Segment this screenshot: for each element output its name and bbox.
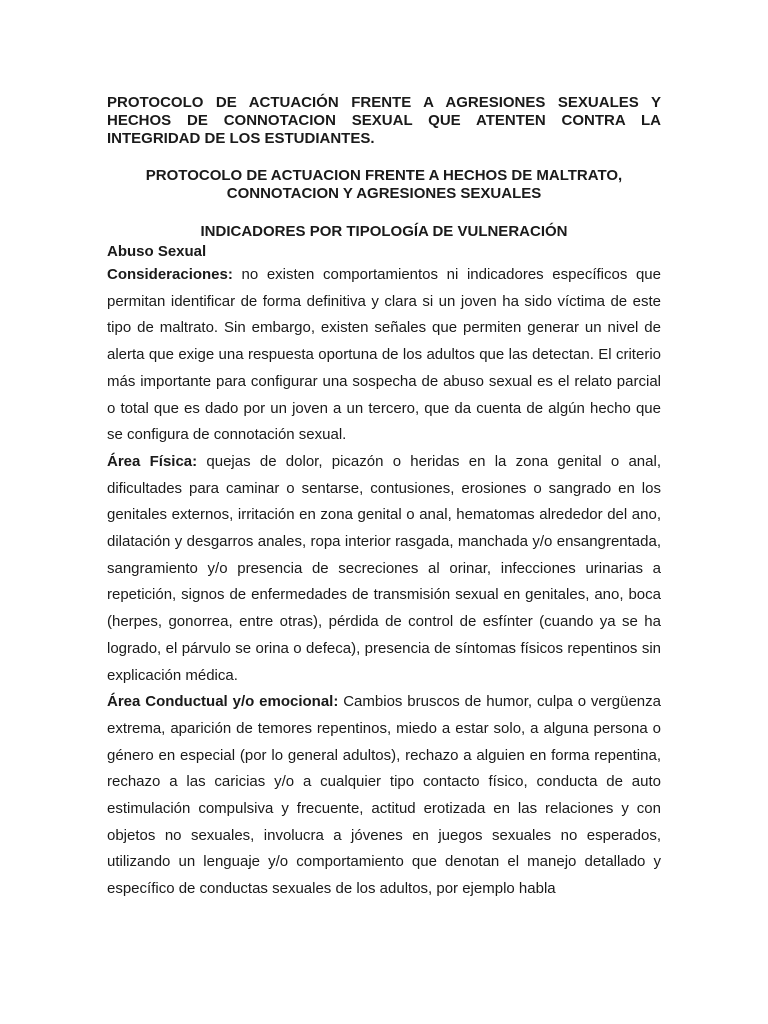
paragraph-lead: Área Física: [107, 452, 198, 470]
paragraph-lead: Consideraciones: [107, 266, 233, 283]
paragraph-lead: Área Conductual y/o emocional: [107, 693, 339, 711]
paragraph-body: Cambios bruscos de humor, culpa o vergüenza extrema, aparición de temores repentinos, miedo a estar solo, a alguna persona o género en especial (por lo general adultos), rechazo a alguien en forma repentina, rechazo a las caricias y/o a cualquier tipo contacto físico, conducta de auto estimulación compulsiva y frecuente, actitud erotizada en las relaciones y con objetos no sexuales, involucra a jóvenes en juegos sexuales no esperados, utilizando un lenguaje y/o comportamiento que denotan el manejo detallado y específico de conductas sexuales de los adultos, por ejemplo habla [107, 693, 661, 898]
paragraph-area-conductual [107, 689, 661, 903]
document-subtitle-line-1: PROTOCOLO DE ACTUACION FRENTE A HECHOS DE MALTRATO, [145, 167, 623, 184]
paragraph-body: quejas de dolor, picazón o heridas en la zona genital o anal, dificultades para caminar o sentarse, contusiones, erosiones o sangrado en los genitales externos, irritación en zona genital o anal, hematomas alrededor del ano, dilatación y desgarros anales, ropa interior rasgada, manchada y/o ensangrentada, sangramiento y/o presencia de secreciones al orinar, infecciones urinarias a repetición, signos de enfermedades de transmisión sexual en genitales, ano, boca (herpes, gonorrea, entre otras), pérdida de control de esfínter (cuando ya se ha logrado, el párvulo se orina o defeca), presencia de síntomas físicos repentinos sin explicación médica. [107, 452, 661, 684]
paragraph-body: no existen comportamientos ni indicadores específicos que permitan identificar de forma definitiva y clara si un joven ha sido víctima de este tipo de maltrato. Sin embargo, existen señales que permiten generar un nivel de alerta que exige una respuesta oportuna de los adultos que las detectan. El criterio más importante para configurar una sospecha de abuso sexual es el relato parcial o total que es dado por un joven a un tercero, que da cuenta de algún hecho que se configura de connotación sexual. [107, 266, 661, 444]
paragraph-area-fisica [107, 449, 661, 689]
document-subtitle [107, 167, 661, 203]
document-main-title: PROTOCOLO DE ACTUACIÓN FRENTE A AGRESIONES SEXUALES Y HECHOS DE CONNOTACION SEXUAL QUE ATENTEN CONTRA LA INTEGRIDAD DE LOS ESTUDIANTES. [107, 94, 661, 147]
document-subtitle-line-2: CONNOTACION Y AGRESIONES SEXUALES [226, 185, 542, 202]
section-heading: INDICADORES POR TIPOLOGÍA DE VULNERACIÓN [200, 223, 568, 240]
sub-heading-abuso-sexual: Abuso Sexual [107, 243, 207, 260]
paragraph-consideraciones [107, 262, 661, 449]
